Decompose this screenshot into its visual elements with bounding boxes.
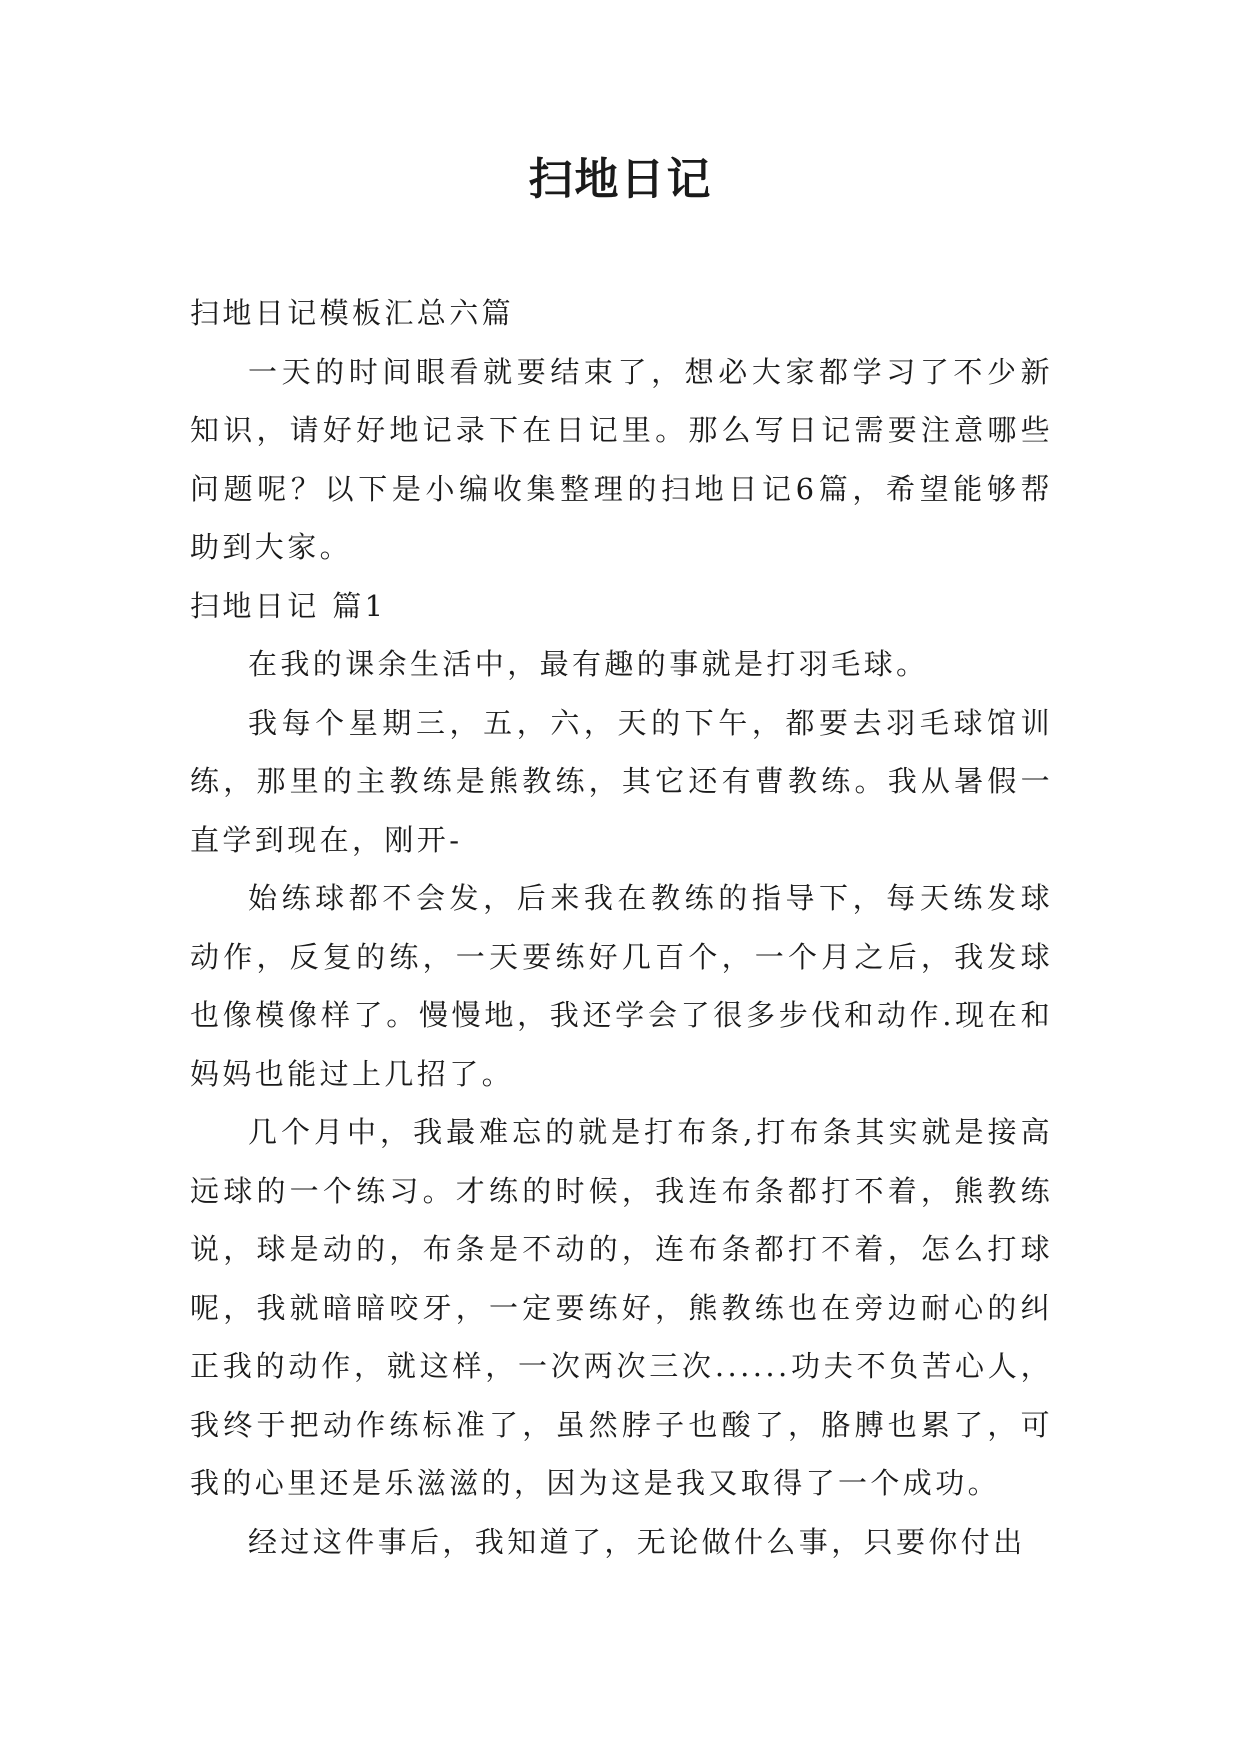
- document-title: 扫地日记: [528, 154, 713, 205]
- paragraph: 经过这件事后，我知道了，无论做什么事，只要你付出: [248, 1524, 1026, 1559]
- paragraph: 在我的课余生活中，最有趣的事就是打羽毛球。: [248, 647, 929, 681]
- document-body: [190, 284, 1053, 1571]
- paragraph: 一天的时间眼看就要结束了，想必大家都学习了不少新知识，请好好地记录下在日记里。那么写日记需要注意哪些问题呢？以下是小编收集整理的扫地日记6篇，希望能够帮助到大家。: [190, 354, 1053, 564]
- section-heading: 扫地日记模板汇总六篇: [190, 296, 515, 330]
- paragraph: 我每个星期三，五，六，天的下午，都要去羽毛球馆训练，那里的主教练是熊教练，其它还有曹教练。我从暑假一直学到现在，刚开-: [190, 705, 1053, 857]
- paragraph: 几个月中，我最难忘的就是打布条,打布条其实就是接高远球的一个练习。才练的时候，我连布条都打不着，熊教练说，球是动的，布条是不动的，连布条都打不着，怎么打球呢，我就暗暗咬牙，一定要练好，熊教练也在旁边耐心的纠正我的动作，就这样，一次两次三次......功夫不负苦心人，我终于把动作练标准了，虽然脖子也酸了，胳膊也累了，可我的心里还是乐滋滋的，因为这是我又取得了一个成功。: [190, 1115, 1053, 1500]
- section-heading: 扫地日记 篇1: [190, 588, 387, 623]
- paragraph: 始练球都不会发，后来我在教练的指导下，每天练发球动作，反复的练，一天要练好几百个，一个月之后，我发球也像模像样了。慢慢地，我还学会了很多步伐和动作.现在和妈妈也能过上几招了。: [190, 881, 1053, 1091]
